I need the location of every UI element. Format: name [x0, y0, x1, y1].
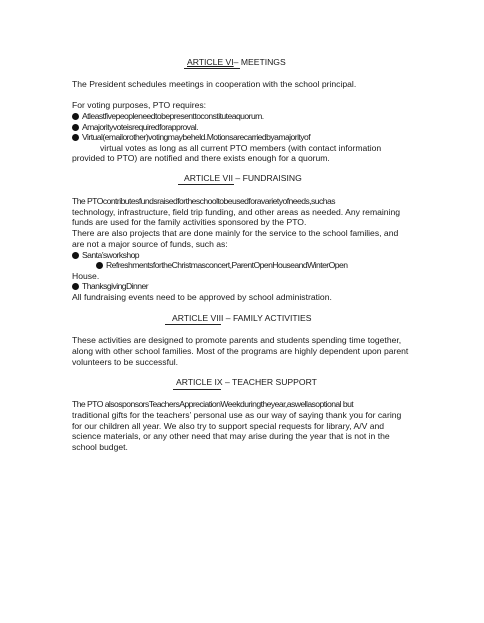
- article-7-heading: ARTICLE VII – FUNDRAISING: [184, 173, 302, 183]
- article-7-bullet-2-continuation: House.: [72, 271, 100, 281]
- article-7-line-1: The PTOcontributesfundsraisedfortheschooltobeusedforavarietyofneeds,suchas: [72, 196, 335, 206]
- article-7-line-5: are not a major source of funds, such as:: [72, 239, 228, 249]
- article-7-line-4: There are also projects that are done mainly for the service to the school families, and: [72, 228, 399, 238]
- article-8-heading-rule: [165, 324, 221, 325]
- article-7-closing: All fundraising events need to be approved by school administration.: [72, 292, 332, 302]
- article-6-paragraph: The President schedules meetings in cooperation with the school principal.: [72, 79, 357, 89]
- article-7-bullet-3: [72, 281, 148, 292]
- article-6-bullet-3-continuation-2: provided to PTO) are notified and there exists enough for a quorum.: [72, 153, 330, 163]
- article-9-line-3: for our children all year. We also try to support special requests for library, A/V and: [72, 421, 385, 431]
- article-6-heading-rest: – MEETINGS: [233, 57, 286, 67]
- article-6-bullet-3-text: Virtual(emailorother)votingmaybeheld.Motionsarecarriedbyamajorityof: [82, 132, 311, 142]
- article-9-line-5: school budget.: [72, 442, 128, 452]
- bullet-icon: [72, 252, 79, 259]
- article-6-heading-main: ARTICLE VI: [187, 57, 234, 67]
- bullet-icon: [72, 283, 79, 290]
- bullet-icon: [72, 134, 79, 141]
- article-9-heading: ARTICLE IX – TEACHER SUPPORT: [176, 377, 317, 387]
- article-6-heading-rule: [184, 68, 240, 69]
- article-6-bullet-1-text: Atleastfivepeopleneedtobepresenttoconstituteaquorum.: [82, 111, 264, 121]
- article-6-bullet-1: [72, 111, 264, 122]
- article-6-heading: [187, 57, 286, 68]
- article-7-line-2: technology, infrastructure, field trip funding, and other areas as needed. Any remaining: [72, 207, 401, 217]
- article-7-bullet-2: [96, 260, 347, 271]
- bullet-icon: [72, 113, 79, 120]
- article-9-line-2: traditional gifts for the teachers’ personal use as our way of saying thank you for caring: [72, 410, 402, 420]
- article-7-heading-rule: [178, 184, 234, 185]
- article-6-bullet-3: [72, 132, 310, 143]
- article-8-line-2: along with other school families. Most of the programs are highly dependent upon parent: [72, 346, 409, 356]
- article-7-bullet-2-text: RefreshmentsfortheChristmasconcert,ParentOpenHouseandWinterOpen: [106, 260, 348, 270]
- article-8-line-3: volunteers to be successful.: [72, 357, 179, 367]
- article-7-bullet-1-text: Santa’sworkshop: [82, 250, 140, 260]
- article-9-line-1: The PTO alsosponsorsTeachersAppreciationWeekduringtheyear,aswellasoptional but: [72, 399, 354, 409]
- article-8-heading: ARTICLE VIII – FAMILY ACTIVITIES: [172, 313, 312, 323]
- article-8-line-1: These activities are designed to promote parents and students spending time together,: [72, 335, 402, 345]
- article-9-line-4: science materials, or any other need that may arise during the year that is not in the: [72, 431, 390, 441]
- article-6-bullet-3-continuation-1: virtual votes as long as all current PTO members (with contact information: [100, 143, 382, 153]
- article-6-bullet-2-text: Amajorityvoteisrequiredforapproval.: [82, 122, 198, 132]
- bullet-icon: [72, 124, 79, 131]
- bullet-icon: [96, 262, 103, 269]
- article-6-intro: For voting purposes, PTO requires:: [72, 100, 207, 110]
- article-7-bullet-3-text: ThanksgivingDinner: [82, 281, 149, 291]
- article-7-line-3: funds are used for the family activities sponsored by the PTO.: [72, 217, 307, 227]
- article-9-heading-rule: [173, 389, 221, 390]
